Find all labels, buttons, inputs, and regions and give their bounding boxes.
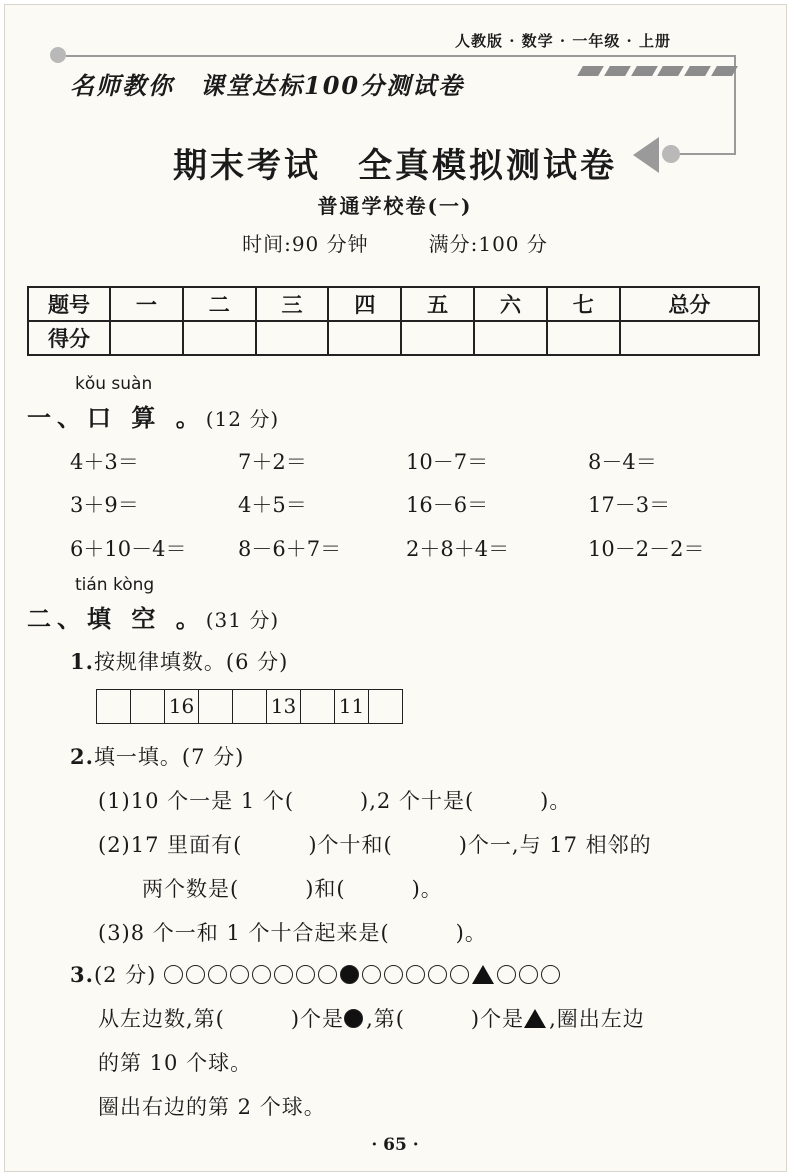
- exam-subtitle: 普通学校卷(一): [317, 194, 473, 218]
- filled-circle-icon: [344, 1009, 363, 1028]
- score-header-cell: 六: [474, 287, 547, 321]
- sequence-cell: 16: [164, 690, 198, 723]
- score-header-cell: 七: [547, 287, 620, 321]
- score-cell: [110, 321, 183, 355]
- score-header-cell: 四: [328, 287, 401, 321]
- title-dot-icon: [662, 145, 680, 163]
- sequence-cell[interactable]: [232, 690, 266, 723]
- score-cell: [401, 321, 474, 355]
- question-3: [70, 959, 563, 989]
- circle-icon[interactable]: [230, 965, 249, 984]
- question-1-number: 1.: [70, 649, 94, 674]
- question-2: [70, 741, 244, 771]
- calc-item: 6＋10－4＝: [70, 537, 187, 561]
- question-2-line-4: (3)8 个一和 1 个十合起来是( )。: [98, 921, 487, 945]
- sequence-cell: 13: [266, 690, 300, 723]
- header-dot-icon: [50, 47, 66, 63]
- number-sequence: [96, 689, 403, 724]
- header-rule: [66, 55, 736, 57]
- arrow-left-icon: [633, 137, 659, 173]
- circle-icon[interactable]: [362, 965, 381, 984]
- circle-icon[interactable]: [519, 965, 538, 984]
- score-table: [27, 286, 760, 356]
- score-header-cell: 题号: [28, 287, 110, 321]
- question-2-text: 填一填。(7 分): [93, 745, 245, 769]
- circle-icon[interactable]: [541, 965, 560, 984]
- series-title: 名师教你 课堂达标100分测试卷: [70, 71, 465, 100]
- sequence-cell: 11: [334, 690, 368, 723]
- edition-label: 人教版 · 数学 · 一年级 · 上册: [455, 32, 672, 50]
- filled-circle-icon[interactable]: [340, 965, 359, 984]
- circle-icon[interactable]: [208, 965, 227, 984]
- score-row-label: 得分: [28, 321, 110, 355]
- section2-title-text: 二、填 空 。: [27, 604, 206, 633]
- sequence-cell[interactable]: [97, 690, 130, 723]
- page-number: · 65 ·: [371, 1135, 419, 1155]
- question-3-line-1: [98, 1003, 645, 1033]
- calc-item: 7＋2＝: [238, 450, 307, 474]
- question-3-number: 3.: [70, 962, 94, 987]
- sequence-cell[interactable]: [198, 690, 232, 723]
- triangle-icon: [524, 1009, 546, 1028]
- question-1: [70, 646, 288, 676]
- circle-icon[interactable]: [274, 965, 293, 984]
- exam-info: [0, 228, 790, 257]
- question-3-line-2: 的第 10 个球。: [98, 1051, 253, 1075]
- score-cell: [547, 321, 620, 355]
- section2-title: [27, 599, 279, 634]
- question-3-text-a: 从左边数,第( )个是: [98, 1007, 345, 1031]
- calc-item: 4＋3＝: [70, 450, 139, 474]
- question-1-text: 按规律填数。(6 分): [93, 650, 289, 674]
- circle-icon[interactable]: [186, 965, 205, 984]
- calc-item: 10－7＝: [406, 450, 489, 474]
- calc-item: 8－4＝: [588, 450, 657, 474]
- score-cell: [474, 321, 547, 355]
- calc-item: 10－2－2＝: [588, 537, 705, 561]
- question-2-line-3: 两个数是( )和( )。: [142, 877, 443, 901]
- score-header-cell: 五: [401, 287, 474, 321]
- score-cell: [328, 321, 401, 355]
- ball-row: [164, 963, 563, 987]
- calc-item: 16－6＝: [406, 493, 489, 517]
- calc-item: 8－6＋7＝: [238, 537, 342, 561]
- sequence-cell[interactable]: [368, 690, 402, 723]
- calc-item: 2＋8＋4＝: [406, 537, 510, 561]
- circle-icon[interactable]: [497, 965, 516, 984]
- sequence-cell[interactable]: [130, 690, 164, 723]
- exam-time: 时间:90 分钟: [242, 232, 369, 256]
- circle-icon[interactable]: [318, 965, 337, 984]
- section2-pinyin: tián kòng: [75, 575, 155, 595]
- exam-full-score: 满分:100 分: [428, 232, 548, 256]
- score-table-score-row: [28, 321, 759, 355]
- section1-title-text: 一、口 算 。: [27, 403, 206, 432]
- section1-pinyin: kǒu suàn: [75, 374, 153, 394]
- circle-icon[interactable]: [428, 965, 447, 984]
- exam-title: 期末考试 全真模拟测试卷: [173, 146, 617, 186]
- calc-item: 17－3＝: [588, 493, 671, 517]
- score-header-cell: 二: [183, 287, 256, 321]
- header-stripes: [580, 66, 735, 76]
- score-cell: [183, 321, 256, 355]
- question-3-text-c: ,圈出左边: [549, 1007, 645, 1031]
- circle-icon[interactable]: [406, 965, 425, 984]
- section2-points: (31 分): [205, 608, 280, 632]
- triangle-icon[interactable]: [472, 965, 494, 984]
- sequence-cell[interactable]: [300, 690, 334, 723]
- calc-item: 4＋5＝: [238, 493, 307, 517]
- question-3-line-3: 圈出右边的第 2 个球。: [98, 1095, 326, 1119]
- score-header-cell: 总分: [620, 287, 759, 321]
- question-2-number: 2.: [70, 744, 94, 769]
- calc-item: 3＋9＝: [70, 493, 139, 517]
- question-2-line-1: (1)10 个一是 1 个( ),2 个十是( )。: [98, 789, 572, 813]
- circle-icon[interactable]: [296, 965, 315, 984]
- circle-icon[interactable]: [252, 965, 271, 984]
- score-header-cell: 三: [256, 287, 329, 321]
- score-header-cell: 一: [110, 287, 183, 321]
- question-3-text-b: ,第( )个是: [366, 1007, 525, 1031]
- section1-points: (12 分): [205, 407, 280, 431]
- score-cell: [256, 321, 329, 355]
- score-table-header-row: [28, 287, 759, 321]
- question-2-line-2: (2)17 里面有( )个十和( )个一,与 17 相邻的: [98, 833, 652, 857]
- circle-icon[interactable]: [164, 965, 183, 984]
- section1-title: [27, 398, 279, 433]
- question-3-points: (2 分): [93, 963, 157, 987]
- circle-icon[interactable]: [384, 965, 403, 984]
- circle-icon[interactable]: [450, 965, 469, 984]
- score-cell: [620, 321, 759, 355]
